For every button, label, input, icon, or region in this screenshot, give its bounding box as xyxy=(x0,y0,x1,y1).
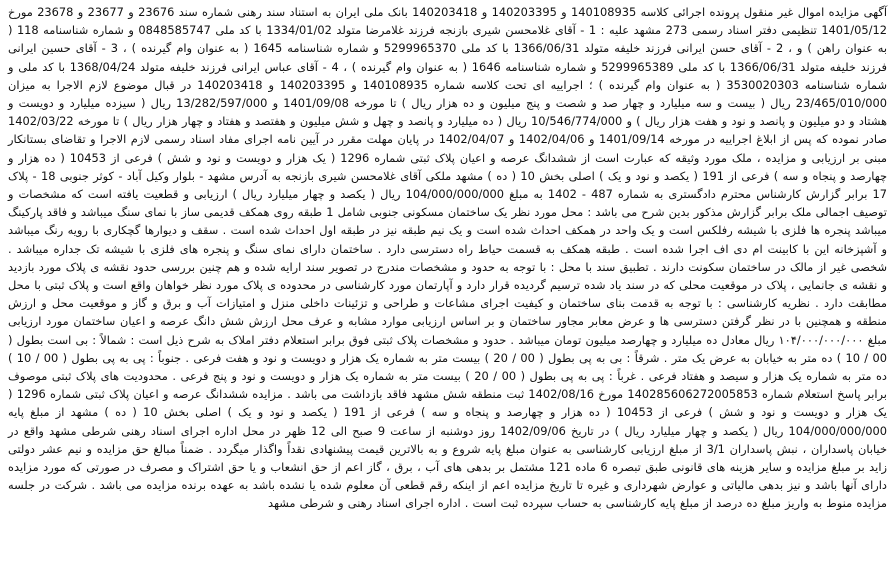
auction-notice-text: آگهی مزایده اموال غیر منقول پرونده اجرائی کلاسه 140108935 و 140203395 و 140203418 بانک ملی ایران به استناد سند رهنی شماره سند 23676 و 23677 و 23678 مورخ 1401/05/12 تنظیمی دفتر اسناد رسمی 273 مشهد علیه : 1 - آقای غلامحسن شیری بازنجه فرزند غلامرضا متولد 1334/01/02 با کد ملی 0848585747 و شماره شناسنامه 118 ( به عنوان راهن ) و ، 2 - آقای حسن ایرانی فرزند خلیفه متولد 1366/06/31 با کد ملی 5299965370 و شماره شناسنامه 1645 ( به عنوان وام گیرنده ) ، 3 - آقای حسین ایرانی فرزند خلیفه متولد 1366/06/31 با کد ملی 5299965389 و شماره شناسنامه 1646 ( به عنوان وام گیرنده ) ، 4 - آقای عباس ایرانی فرزند خلیفه متولد 1368/04/24 با کد ملی و شماره شناسنامه 3530020303 ( به عنوان وام گیرنده ) ؛ اجراییه ای تحت کلاسه شماره 140108935 و 140203395 و 140203418 در قبال موضوع لازم الاجرا به میزان 23/465/010/000 ریال ( بیست و سه میلیارد و چهار صد و شصت و پنج میلیون و ده هزار ریال ) تا مورخه 1401/09/08 و 13/282/597/000 ریال ( سیزده میلیارد و دویست و هشتاد و دو میلیون و پانصد و نود و هفت هزار ریال ) و 10/546/774/000 ریال ( ده میلیارد و پانصد و چهل و شش میلیون و هفتصد و هفتاد و چهار هزار ریال ) تا مورخه 1402/03/22 صادر نموده که پس از ابلاغ اجراییه در مورخه 1401/09/14 و 1402/04/06 و 1402/04/07 در پایان مهلت مقرر در آیین نامه اجرای مفاد اسناد رسمی لازم الاجرا و تقاضای بستانکار مبنی بر ارزیابی و مزایده ، ملک مورد وثیقه که عبارت است از ششدانگ عرصه و اعیان پلاک ثبتی شماره 1296 ( یک هزار و دویست و نود و شش ) فرعی از 10453 ( ده هزار و چهارصد و پنجاه و سه ) فرعی از 191 ( یکصد و نود و یک ) اصلی بخش 10 ( ده ) مشهد ملکی آقای غلامحسن شیری بازنجه به آدرس مشهد - بلوار وکیل آباد - کوثر جنوبی 18 - پلاک 17 برابر گزارش کارشناس محترم دادگستری به شماره 487 - 1402 به مبلغ 104/000/000/000 ریال ( یکصد و چهار میلیارد ریال ) ارزیابی و قطعیت یافته است که مشخصات و توصیف اجمالی ملک برابر گزارش مذکور بدین شرح می باشد : محل مورد نظر یک ساختمان مسکونی جنوبی شامل 1 طبقه روی همکف قدیمی ساز با نمای سنگ میباشد و فاقد پارکینگ میباشد پنجره ها فلزی با شیشه رفلکس است و یک واحد در همکف احداث شده است و یک نیم طبقه نیز در طبقه اول احداث شده است . سقف و دیوارها گچکاری با رویه رنگ میباشد و آشپزخانه این با کابینت ام دی اف اجرا شده است . طبقه همکف به قسمت حیاط راه دسترسی دارد . ساختمان دارای نمای سنگ و پنجره های فلزی با شیشه تک جداره میباشد . شخصی غیر از مالک در ساختمان سکونت دارند . تطبیق سند با محل : با توجه به حدود و مشخصات مندرج در تصویر سند ارایه شده و هم چنین بررسی حدود نقشه ی پلاک مورد بازدید و نقشه ی جانمایی ، پلاک در موقعیت محلی که در سند یاد شده ترسیم گردیده قرار دارد و آپارتمان مورد کارشناسی در محدوده ی پلاک مورد نظر خواهان واقع است و پلاک ثبتی با محل مطابقت دارد . نظریه کارشناسی : با توجه به قدمت بنای ساختمان و کیفیت اجرای مشاعات و طراحی و تزئینات داخلی منزل و امتیازات آب و برق و گاز و موقعیت محل و ارزش منطقه و همچنین با در نظر گرفتن دسترسی ها و عرض معابر مجاور ساختمان و بر اساس ارزیابی موارد مشابه و عرف محل ارزش شش دانگ عرصه و اعیان ساختمان مورد ارزیابی مبلغ ۱۰۴/۰۰۰/۰۰۰/۰۰۰ ریال معادل ده میلیارد و چهارصد میلیون تومان میباشد . حدود و مشخصات پلاک ثبتی فوق برابر استعلام دفتر املاک به شرح ذیل است : شمالاً : بی است بطول ( 00 / 10 ) ده متر به خیابان به عرض یک متر . شرقاً : بی به پی بطول ( 00 / 20 ) بیست متر به شماره یک هزار و دویست و نود و هفت فرعی . جنوباً : پی به پی بطول ( 00 / 10 ) ده متر به شماره یک هزار و سیصد و هفتاد فرعی . غرباً : پی به پی بطول ( 00 / 20 ) بیست متر به شماره یک هزار و دویست و نود و پنج فرعی . محدودیت های پلاک ثبتی موصوف برابر پاسخ استعلام شماره 140285606272005853 مورخ 1402/08/16 ثبت منطقه شش مشهد فاقد بازداشت می باشد . مزایده ششدانگ عرصه و اعیان پلاک ثبتی شماره 1296 ( یک هزار و دویست و نود و شش ) فرعی از 10453 ( ده هزار و چهارصد و پنجاه و سه ) فرعی از 191 ( یکصد و نود و یک ) اصلی بخش 10 ( ده ) مشهد از مبلغ پایه 104/000/000/000 ریال ( یکصد و چهار میلیارد ریال ) در تاریخ 1402/09/06 روز دوشنبه از ساعت 9 صبح الی 12 ظهر در محل اداره اجرای اسناد رهنی شرطی مشهد واقع در خیابان پاسداران ، نبش پاسداران 3/1 از مبلغ ارزیابی کارشناسی به عنوان مبلغ پایه شروع و به بالاترین قیمت پیشنهادی نقداً واگذار میگردد . ضمناً مبالغ حق مزایده و نیم عشر دولتی زاید بر مبلغ مزایده و سایر هزینه های قانونی طبق تبصره 6 ماده 121 مشتمل بر بدهی های آب ، برق ، گاز اعم از حق انشعاب و یا حق اشتراک و مصرف در صورتی که مورد مزایده دارای آنها باشد و نیز بدهی مالیاتی و عوارض شهرداری و غیره تا تاریخ مزایده اعم از اینکه رقم قطعی آن معلوم شده یا نشده باشد به عهده برنده مزایده می باشد . شرکت در جلسه مزایده منوط به واریز مبلغ ده درصد از مبلغ پایه کارشناسی به حساب سپرده ثبت است . اداره اجرای اسناد رهنی و شرطی مشهد xyxy=(8,5,888,511)
